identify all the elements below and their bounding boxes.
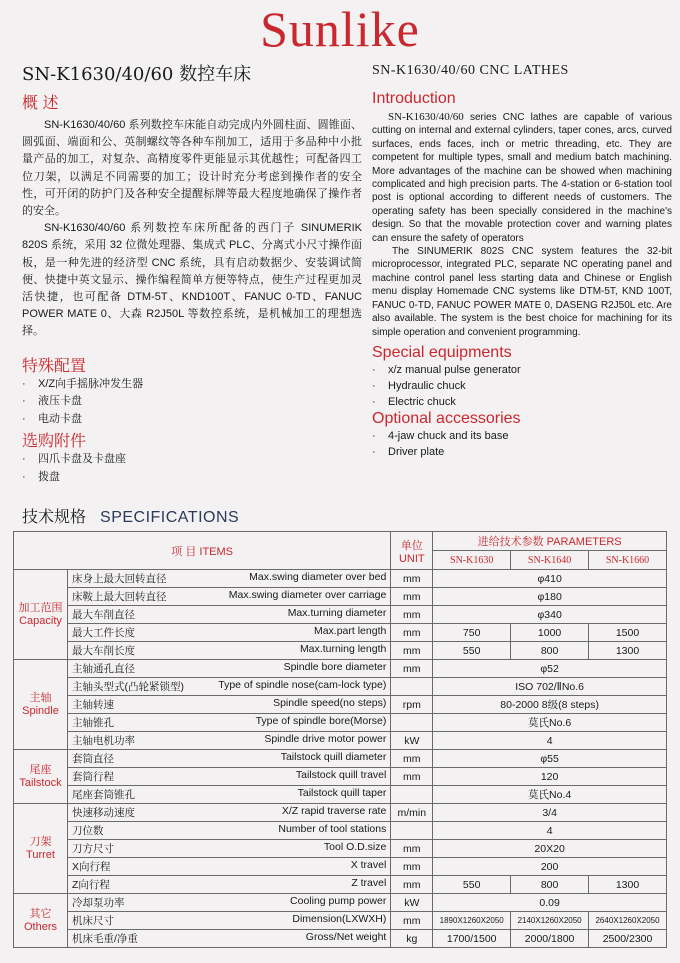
table-row <box>14 678 667 696</box>
item-name-cn: 刀方尺寸 <box>71 843 114 855</box>
item-name-cn: 机床尺寸 <box>71 915 114 927</box>
table-row <box>14 786 667 804</box>
spec-item-name <box>67 732 390 750</box>
spec-group-label <box>14 570 68 660</box>
group-name-cn: 其它 <box>29 907 52 920</box>
list-item: · 液压卡盘 <box>22 393 362 411</box>
spec-item-name <box>67 624 390 642</box>
item-name-en: Spindle speed(no steps) <box>273 697 387 709</box>
group-name-en: Tailstock <box>19 776 62 789</box>
special-heading-en: Special equipments <box>372 343 512 361</box>
intro-paragraph-2: The SINUMERIK 802S CNC system features the 32-bit microprocessor, integrated PLC, separate NC operating panel and machine control panel less starting data and Chinese or English menu display Homemade CNC systems like DTM-5T, KND 100T, FANUC 0-TD, FANUC POWER MATE 0, DASENG R2J50L etc. Are also available. The system is the best choice for machining for its simple operation and convenient programming. <box>372 246 672 338</box>
spec-item-name <box>67 822 390 840</box>
spec-item-name <box>67 606 390 624</box>
item-name-en: Cooling pump power <box>290 895 387 907</box>
spec-value: φ340 <box>433 606 667 624</box>
spec-unit: mm <box>391 912 433 930</box>
model-header: SN-K1660 <box>589 551 667 570</box>
spec-unit <box>391 822 433 840</box>
page-title-en: SN-K1630/40/60 CNC LATHES <box>372 63 569 78</box>
spec-item-name <box>67 858 390 876</box>
item-name-en: Max.part length <box>313 625 387 637</box>
item-name-en: Tailstock quill taper <box>297 787 387 799</box>
overview-heading: 概 述 <box>22 95 59 112</box>
overview-paragraph-2: SN-K1630/40/60 系列数控车床所配备的西门子 SINUMERIK 820S 系统，采用 32 位微处理器、集成式 PLC、分离式小尺寸操作面板，是一种先进的经济型 CNC 系统，具有启动数据少、安装调试简便、快捷中英文显示、操作编程简单方便等特点，使生产过程更加灵活快捷，也可配备 DTM-5T、KND100T、FANUC 0-TD、FANUC POWER MATE 0、大森 R2J50L 等数控系统，是机械加工的理想选择。 <box>22 222 362 338</box>
table-row <box>14 840 667 858</box>
optional-heading-cn: 选购附件 <box>22 433 87 451</box>
spec-unit: mm <box>391 768 433 786</box>
spec-value: 200 <box>433 858 667 876</box>
item-name-cn: 床鞍上最大回转直径 <box>71 591 167 603</box>
spec-item-name <box>67 642 390 660</box>
spec-unit <box>391 678 433 696</box>
spec-group-label <box>14 750 68 804</box>
group-name-cn: 加工范围 <box>18 601 63 614</box>
table-row <box>14 588 667 606</box>
spec-item-name <box>67 750 390 768</box>
spec-group-label <box>14 894 68 948</box>
group-name-cn: 主轴 <box>29 691 52 704</box>
list-item: · Electric chuck <box>372 394 672 410</box>
right-column <box>372 90 672 460</box>
brand-name: Sunlike <box>260 1 420 57</box>
table-row <box>14 858 667 876</box>
table-row <box>14 912 667 930</box>
spec-unit: mm <box>391 660 433 678</box>
spec-group-label <box>14 804 68 894</box>
spec-item-name <box>67 570 390 588</box>
spec-item-name <box>67 894 390 912</box>
item-name-en: Max.turning length <box>299 643 387 655</box>
table-row <box>14 714 667 732</box>
item-name-en: Tailstock quill diameter <box>280 751 387 763</box>
spec-item-name <box>67 660 390 678</box>
spec-unit: mm <box>391 840 433 858</box>
intro-paragraph-1 <box>372 111 672 245</box>
group-name-en: Spindle <box>22 704 59 717</box>
list-item: · 4-jaw chuck and its base <box>372 428 672 444</box>
item-name-cn: X向行程 <box>71 861 111 873</box>
special-list-cn <box>22 376 362 429</box>
table-row <box>14 660 667 678</box>
spec-unit: kW <box>391 732 433 750</box>
item-name-en: Type of spindle bore(Morse) <box>255 715 387 727</box>
spec-item-name <box>67 714 390 732</box>
group-name-en: Capacity <box>19 614 62 627</box>
table-row <box>14 804 667 822</box>
item-name-cn: 机床毛重/净重 <box>71 933 138 945</box>
page-title-cn: SN-K1630/40/60 数控车床 <box>22 64 252 85</box>
spec-unit: rpm <box>391 696 433 714</box>
spec-value: 550 <box>433 876 511 894</box>
list-item: · 拨盘 <box>22 469 362 487</box>
group-name-cn: 尾座 <box>29 763 52 776</box>
spec-value: 4 <box>433 822 667 840</box>
list-item: · Hydraulic chuck <box>372 378 672 394</box>
spec-unit <box>391 786 433 804</box>
spec-value: φ410 <box>433 570 667 588</box>
table-row <box>14 750 667 768</box>
special-list-en <box>372 362 672 410</box>
item-name-cn: 最大车削长度 <box>71 645 135 657</box>
overview-paragraph-1: SN-K1630/40/60 系列数控车床能自动完成内外圆柱面、圆锥面、圆弧面、端面和公、英制螺纹等各种车削加工，适用于多品种中小批量产品的加工，对复杂、高精度零件更能显示其优越性；可配备四工位刀架，以满足不同需要的加工；设计时充分考虑到操作者的安全性，可开闭的防护门及各种安全提醒标牌等最大程度地确保了操作者的安全。 <box>22 119 362 218</box>
unit-header-cn: 单位 <box>400 539 423 552</box>
spec-value: 800 <box>511 876 589 894</box>
spec-unit: kg <box>391 930 433 948</box>
spec-value: 1700/1500 <box>433 930 511 948</box>
spec-value: 莫氏No.4 <box>433 786 667 804</box>
list-item: · 四爪卡盘及卡盘座 <box>22 451 362 469</box>
table-row <box>14 894 667 912</box>
item-name-cn: 主轴通孔直径 <box>71 663 135 675</box>
spec-value: 120 <box>433 768 667 786</box>
spec-value: 2500/2300 <box>589 930 667 948</box>
table-row <box>14 696 667 714</box>
optional-list-en <box>372 428 672 460</box>
brand-logo <box>0 0 680 58</box>
model-header: SN-K1630 <box>433 551 511 570</box>
spec-unit: mm <box>391 570 433 588</box>
item-name-en: Tailstock quill travel <box>295 769 387 781</box>
spec-value: 1500 <box>589 624 667 642</box>
spec-unit: m/min <box>391 804 433 822</box>
spec-unit: mm <box>391 642 433 660</box>
item-name-cn: Z向行程 <box>71 879 110 891</box>
list-item: · X/Z向手摇脉冲发生器 <box>22 376 362 394</box>
unit-header-en: UNIT <box>398 552 425 565</box>
spec-value: 2000/1800 <box>511 930 589 948</box>
spec-value: 2140X1260X2050 <box>511 912 589 930</box>
group-name-cn: 刀架 <box>29 835 52 848</box>
item-name-cn: 主轴电机功率 <box>71 735 135 747</box>
list-item: · 电动卡盘 <box>22 411 362 429</box>
table-row <box>14 642 667 660</box>
item-name-cn: 快速移动速度 <box>71 807 135 819</box>
spec-item-name <box>67 786 390 804</box>
spec-value: 750 <box>433 624 511 642</box>
spec-item-name <box>67 696 390 714</box>
spec-value: φ52 <box>433 660 667 678</box>
spec-item-name <box>67 876 390 894</box>
spec-value: φ180 <box>433 588 667 606</box>
table-row <box>14 732 667 750</box>
list-item: · Driver plate <box>372 444 672 460</box>
intro-heading: Introduction <box>372 90 456 107</box>
model-header: SN-K1640 <box>511 551 589 570</box>
spec-value: φ55 <box>433 750 667 768</box>
spec-item-name <box>67 912 390 930</box>
item-name-en: Dimension(LXWXH) <box>292 913 387 925</box>
spec-value: 800 <box>511 642 589 660</box>
group-name-en: Others <box>23 920 57 933</box>
spec-group-label <box>14 660 68 750</box>
item-name-cn: 尾座套筒锥孔 <box>71 789 135 801</box>
spec-unit: mm <box>391 588 433 606</box>
params-header: 进给技术参数 PARAMETERS <box>433 532 667 551</box>
item-name-en: Spindle drive motor power <box>264 733 387 745</box>
item-name-en: Number of tool stations <box>278 823 387 835</box>
item-name-cn: 套筒直径 <box>71 753 114 765</box>
table-row <box>14 876 667 894</box>
spec-unit: mm <box>391 858 433 876</box>
spec-value: 4 <box>433 732 667 750</box>
spec-unit: mm <box>391 876 433 894</box>
spec-unit: mm <box>391 624 433 642</box>
item-name-cn: 主轴头型式(凸轮紧锁型) <box>71 681 184 693</box>
spec-unit <box>391 714 433 732</box>
item-name-en: Z travel <box>351 877 387 889</box>
spec-value: 2640X1260X2050 <box>589 912 667 930</box>
spec-item-name <box>67 768 390 786</box>
spec-heading-cn: 技术规格 <box>22 507 87 526</box>
spec-item-name <box>67 804 390 822</box>
spec-heading <box>22 504 239 527</box>
item-name-en: X travel <box>350 859 387 871</box>
item-name-en: Spindle bore diameter <box>283 661 387 673</box>
spec-value: 1300 <box>589 876 667 894</box>
intro-model: SN-K1630/40/60 <box>388 111 464 123</box>
item-name-en: Max.swing diameter over bed <box>249 571 387 583</box>
item-name-en: Tool O.D.size <box>323 841 387 853</box>
special-heading-cn: 特殊配置 <box>22 357 87 375</box>
item-name-cn: 床身上最大回转直径 <box>71 573 167 585</box>
optional-list-cn <box>22 451 362 486</box>
item-name-cn: 最大工件长度 <box>71 627 135 639</box>
item-name-en: Max.swing diameter over carriage <box>228 589 387 601</box>
spec-unit: mm <box>391 606 433 624</box>
item-name-en: Gross/Net weight <box>305 931 387 943</box>
spec-value: ISO 702/ⅡNo.6 <box>433 678 667 696</box>
spec-item-name <box>67 930 390 948</box>
table-row <box>14 930 667 948</box>
spec-value: 1300 <box>589 642 667 660</box>
spec-value: 1890X1260X2050 <box>433 912 511 930</box>
spec-item-name <box>67 678 390 696</box>
spec-value: 1000 <box>511 624 589 642</box>
item-name-en: Type of spindle nose(cam-lock type) <box>218 679 387 691</box>
spec-unit: kW <box>391 894 433 912</box>
spec-value: 550 <box>433 642 511 660</box>
optional-heading-en: Optional accessories <box>372 409 521 427</box>
items-header: 项 目 ITEMS <box>14 532 391 570</box>
list-item: · x/z manual pulse generator <box>372 362 672 378</box>
left-column <box>22 90 362 486</box>
group-name-en: Turret <box>26 848 55 861</box>
item-name-en: X/Z rapid traverse rate <box>281 805 387 817</box>
intro-text-1: series CNC lathes are capable of various cutting on internal and external cylinders, taper cones, arcs, curved surfaces, ends faces, inch or metric threading, etc. They are competent for multiple types, small and medium batch machining. More advantages of the machine can be showed when machining complicated and high precision parts. The 4-station or 6-station tool post is optional according to different needs of customers. The operating safety has been specially considered in the machine's design. So that the movable protection cover and warning plates can ensure the safety of operators <box>372 112 672 244</box>
spec-value: 3/4 <box>433 804 667 822</box>
item-name-cn: 主轴转速 <box>71 699 114 711</box>
spec-table <box>13 531 667 948</box>
unit-header <box>391 532 433 570</box>
spec-value: 0.09 <box>433 894 667 912</box>
item-name-cn: 最大车削直径 <box>71 609 135 621</box>
item-name-cn: 套筒行程 <box>71 771 114 783</box>
item-name-cn: 冷却泵功率 <box>71 897 125 909</box>
table-row <box>14 768 667 786</box>
spec-value: 80-2000 8级(8 steps) <box>433 696 667 714</box>
table-row <box>14 822 667 840</box>
item-name-cn: 刀位数 <box>71 825 104 837</box>
item-name-en: Max.turning diameter <box>287 607 387 619</box>
table-row <box>14 606 667 624</box>
spec-item-name <box>67 588 390 606</box>
spec-item-name <box>67 840 390 858</box>
item-name-cn: 主轴锥孔 <box>71 717 114 729</box>
table-row <box>14 570 667 588</box>
spec-value: 20X20 <box>433 840 667 858</box>
spec-heading-en: SPECIFICATIONS <box>100 509 240 526</box>
table-row <box>14 624 667 642</box>
spec-value: 莫氏No.6 <box>433 714 667 732</box>
spec-unit: mm <box>391 750 433 768</box>
